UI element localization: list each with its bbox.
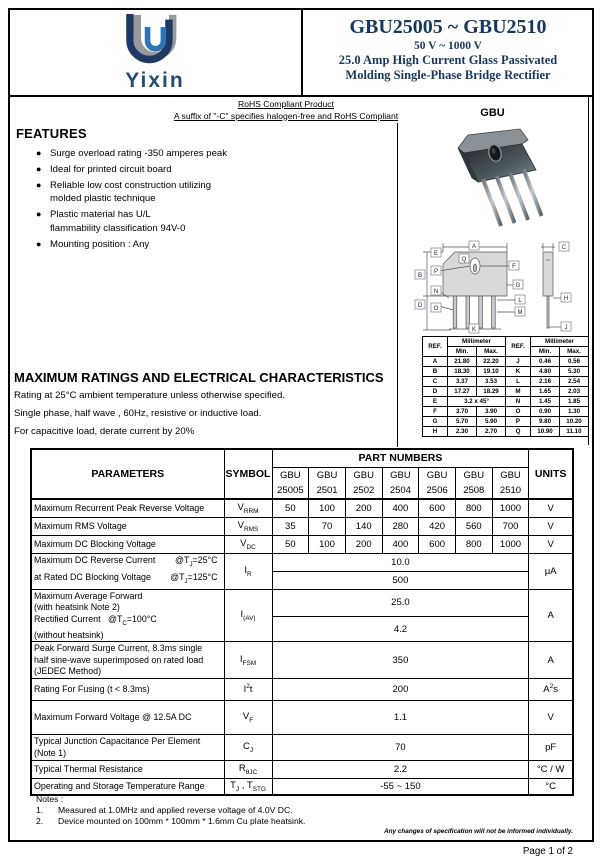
dim-ref: N <box>506 397 531 407</box>
value-cell: 200 <box>345 499 382 517</box>
table-row <box>31 589 573 616</box>
feature-item <box>36 208 376 236</box>
dim-label: F <box>512 264 516 270</box>
bullet-icon: ● <box>36 238 42 249</box>
part-number-column: GBU 2502 <box>345 467 382 499</box>
dim-label: Q <box>461 257 467 263</box>
dim-mm-header: Millimeter <box>448 337 506 347</box>
dim-label: G <box>515 283 521 289</box>
header-divider <box>301 8 303 95</box>
feature-text: molded plastic technique <box>50 193 156 205</box>
dim-value: 5.30 <box>560 367 589 377</box>
table-row <box>31 678 573 700</box>
value-cell: 4.2 <box>272 616 529 641</box>
value-cell: -55 ~ 150 <box>272 778 529 795</box>
dim-value: 19.10 <box>477 367 506 377</box>
table-row <box>31 535 573 553</box>
value-cell: 100 <box>309 535 346 553</box>
unit-cell: A <box>529 642 573 679</box>
dim-max-header: Max. <box>560 347 589 357</box>
dim-value: 0.46 <box>531 357 560 367</box>
feature-text: Reliable low cost construction utilizing <box>50 179 212 191</box>
dim-max-header: Max. <box>477 347 506 357</box>
package-photo <box>438 122 566 240</box>
dim-value: 17.27 <box>448 387 477 397</box>
dim-value: 22.20 <box>477 357 506 367</box>
symbol-cell: $V_{RRM}$ <box>224 499 272 517</box>
value-cell: 50 <box>272 499 309 517</box>
features-section <box>16 126 376 254</box>
unit-cell: pF <box>529 734 573 760</box>
dim-label: E <box>433 251 439 257</box>
unit-cell: °C <box>529 778 573 795</box>
value-cell: 50 <box>272 535 309 553</box>
unit-cell: V <box>529 700 573 734</box>
unit-cell: V <box>529 499 573 517</box>
part-number-column: GBU 25005 <box>272 467 309 499</box>
dim-value: 21.80 <box>448 357 477 367</box>
feature-text: flammability classification 94V-0 <box>50 222 186 234</box>
value-cell: 500 <box>272 571 529 589</box>
note-item: 2. Device mounted on 100mm * 100mm * 1.6mm Cu plate heatsink. <box>36 816 306 826</box>
description-line1: 25.0 Amp High Current Glass Passivated <box>338 53 558 67</box>
dim-min-header: Min. <box>531 347 560 357</box>
table-row <box>31 642 573 679</box>
dim-value: 1.85 <box>560 397 589 407</box>
table-row <box>31 760 573 778</box>
table-row <box>31 499 573 517</box>
feature-text: Plastic material has U/L <box>50 209 151 221</box>
dim-value: 3.70 <box>448 407 477 417</box>
dim-value: 3.37 <box>448 377 477 387</box>
dim-value: 1.30 <box>560 407 589 417</box>
dim-value: 4.80 <box>531 367 560 377</box>
dim-value: 18.29 <box>477 387 506 397</box>
dim-row <box>423 427 589 437</box>
dim-value: 3.53 <box>477 377 506 387</box>
part-number-column: GBU 2510 <box>492 467 529 499</box>
dim-ref-header: REF. <box>506 337 531 357</box>
description-line2: Molding Single-Phase Bridge Rectifier <box>345 68 551 82</box>
unit-cell: V <box>529 535 573 553</box>
unit-cell: A <box>529 589 573 642</box>
unit-cell: V <box>529 517 573 535</box>
value-cell: 350 <box>272 642 529 679</box>
dim-ref: P <box>506 417 531 427</box>
dim-value: 0.90 <box>531 407 560 417</box>
col-header-part-numbers: PART NUMBERS <box>272 449 529 467</box>
dim-value: 2.70 <box>477 427 506 437</box>
symbol-cell: $I_{(AV)}$ <box>224 589 272 642</box>
part-number-column: GBU 2501 <box>309 467 346 499</box>
dim-value: 3.2 x 45° <box>448 397 506 407</box>
part-number-column: GBU 2508 <box>455 467 492 499</box>
value-cell: 700 <box>492 517 529 535</box>
parameter-cell: Maximum Recurrent Peak Reverse Voltage <box>31 499 224 517</box>
symbol-cell: $C_J$ <box>224 734 272 760</box>
unit-cell: μA <box>529 553 573 589</box>
symbol-cell: $I_R$ <box>224 553 272 589</box>
dim-label: A <box>471 244 477 250</box>
dim-row <box>423 397 589 407</box>
symbol-cell: $V_{RMS}$ <box>224 517 272 535</box>
parameter-cell: Peak Forward Surge Current, 8.3ms single half sine-wave superimposed on rated load (JEDEC Method) <box>31 642 224 679</box>
dim-ref: M <box>506 387 531 397</box>
dim-ref: H <box>423 427 448 437</box>
ratings-table <box>30 448 574 796</box>
value-cell: 1000 <box>492 499 529 517</box>
dim-ref: B <box>423 367 448 377</box>
dim-value: 5.90 <box>477 417 506 427</box>
features-heading: FEATURES <box>16 126 87 141</box>
bullet-icon: ● <box>36 163 42 174</box>
value-cell: 35 <box>272 517 309 535</box>
bullet-icon: ● <box>36 179 42 190</box>
dim-row <box>423 367 589 377</box>
dim-value: 1.65 <box>531 387 560 397</box>
dim-label: L <box>518 298 522 304</box>
dim-ref: D <box>423 387 448 397</box>
unit-cell: $A^2s$ <box>529 678 573 700</box>
dim-ref: F <box>423 407 448 417</box>
dim-ref: K <box>506 367 531 377</box>
value-cell: 1000 <box>492 535 529 553</box>
ratings-heading: MAXIMUM RATINGS AND ELECTRICAL CHARACTERISTICS <box>14 370 384 385</box>
symbol-cell: $R_{\theta JC}$ <box>224 760 272 778</box>
dim-label: M <box>517 310 523 316</box>
parameter-cell: Typical Thermal Resistance <box>31 760 224 778</box>
value-cell: 25.0 <box>272 589 529 616</box>
dim-row <box>423 417 589 427</box>
table-row <box>31 778 573 795</box>
table-row <box>31 700 573 734</box>
value-cell: 2.2 <box>272 760 529 778</box>
part-number-column: GBU 2504 <box>382 467 419 499</box>
value-cell: 70 <box>272 734 529 760</box>
dim-label: N <box>433 289 439 295</box>
dim-min-header: Min. <box>448 347 477 357</box>
value-cell: 200 <box>272 678 529 700</box>
value-cell: 280 <box>382 517 419 535</box>
value-cell: 800 <box>455 499 492 517</box>
symbol-cell: $T_J$ , $T_{STG}$ <box>224 778 272 795</box>
dim-value: 2.54 <box>560 377 589 387</box>
dim-label: P <box>433 269 439 275</box>
symbol-cell: $V_F$ <box>224 700 272 734</box>
dim-value: 1.45 <box>531 397 560 407</box>
feature-item <box>36 163 376 177</box>
value-cell: 420 <box>419 517 456 535</box>
dim-value: 2.03 <box>560 387 589 397</box>
dim-ref: C <box>423 377 448 387</box>
table-row <box>31 734 573 760</box>
part-number-title: GBU25005 ~ GBU2510 <box>349 16 547 38</box>
parameter-cell: Maximum DC Reverse Current $@T_J=25^\circ C$ at Rated DC Blocking Voltage $@T_J=125^\circ C$ <box>31 553 224 589</box>
dim-label: K <box>471 327 477 333</box>
value-cell: 100 <box>309 499 346 517</box>
value-cell: 10.0 <box>272 553 529 571</box>
col-header-units: UNITS <box>529 449 573 499</box>
table-row <box>31 553 573 571</box>
dimension-table <box>422 336 589 437</box>
feature-item <box>36 179 376 207</box>
notes-heading: Notes : <box>36 794 64 804</box>
company-logo <box>80 14 230 94</box>
feature-item <box>36 147 376 161</box>
value-cell: 70 <box>309 517 346 535</box>
dim-label: O <box>433 306 439 312</box>
dim-value: 2.30 <box>448 427 477 437</box>
symbol-cell: $I_{FSM}$ <box>224 642 272 679</box>
symbol-cell: $I^2t$ <box>224 678 272 700</box>
parameter-cell: Maximum Forward Voltage @ 12.5A DC <box>31 700 224 734</box>
value-cell: 400 <box>382 499 419 517</box>
disclaimer-note: Any changes of specification will not be informed individually. <box>383 828 573 835</box>
parameter-cell: Maximum Average Forward (with heatsink Note 2) Rectified Current $@T_C=100^\circ C$ (without heatsink) <box>31 589 224 642</box>
dim-label: B <box>417 273 423 279</box>
table-row <box>31 517 573 535</box>
dim-ref: G <box>423 417 448 427</box>
dim-ref: Q <box>506 427 531 437</box>
dim-ref: O <box>506 407 531 417</box>
header-bottom-line <box>8 95 592 97</box>
parameter-cell: Maximum RMS Voltage <box>31 517 224 535</box>
dim-row <box>423 377 589 387</box>
feature-text: Ideal for printed circuit board <box>50 163 172 175</box>
feature-item <box>36 238 376 252</box>
value-cell: 400 <box>382 535 419 553</box>
package-outline-drawing <box>403 240 588 334</box>
rating-condition: For capacitive load, derate current by 20% <box>14 426 195 437</box>
rohs-line2: A suffix of "-C" specifies halogen-free and RoHS Compliant <box>173 110 399 121</box>
dim-value: 5.70 <box>448 417 477 427</box>
dim-ref: L <box>506 377 531 387</box>
rating-condition: Rating at 25°C ambient temperature unless otherwise specified. <box>14 390 286 401</box>
unit-cell: °C / W <box>529 760 573 778</box>
dim-ref-header: REF. <box>423 337 448 357</box>
dim-label: D <box>417 303 423 309</box>
title-block <box>305 16 591 83</box>
parameter-cell: Operating and Storage Temperature Range <box>31 778 224 795</box>
dim-ref: A <box>423 357 448 367</box>
notes-section <box>36 794 476 827</box>
dim-row <box>423 387 589 397</box>
value-cell: 600 <box>419 499 456 517</box>
package-name: GBU <box>480 107 505 119</box>
dim-label: J <box>564 325 568 331</box>
dim-row <box>423 407 589 417</box>
dim-value: 10.20 <box>560 417 589 427</box>
dim-label: H <box>563 296 569 302</box>
logo-u-icon <box>116 14 194 66</box>
note-item: 1. Measured at 1.0MHz and applied reverse voltage of 4.0V DC. <box>36 805 293 815</box>
value-cell: 560 <box>455 517 492 535</box>
value-cell: 200 <box>345 535 382 553</box>
dim-mm-header: Millimeter <box>531 337 589 347</box>
logo-text: Yixin <box>125 69 185 92</box>
dim-value: 18.30 <box>448 367 477 377</box>
bullet-icon: ● <box>36 209 42 220</box>
value-cell: 600 <box>419 535 456 553</box>
parameter-cell: Typical Junction Capacitance Per Element (Note 1) <box>31 734 224 760</box>
rating-condition: Single phase, half wave , 60Hz, resistive or inductive load. <box>14 408 262 419</box>
value-cell: 1.1 <box>272 700 529 734</box>
rohs-line1: RoHS Compliant Product <box>237 99 334 109</box>
dim-value: 10.90 <box>531 427 560 437</box>
dim-value: 3.90 <box>477 407 506 417</box>
value-cell: 800 <box>455 535 492 553</box>
voltage-range: 50 V ~ 1000 V <box>414 40 482 52</box>
dim-label: C <box>561 245 567 251</box>
parameter-cell: Maximum DC Blocking Voltage <box>31 535 224 553</box>
dim-ref: J <box>506 357 531 367</box>
symbol-cell: $V_{DC}$ <box>224 535 272 553</box>
dim-row <box>423 357 589 367</box>
feature-text: Surge overload rating -350 amperes peak <box>50 148 228 159</box>
col-header-parameters: PARAMETERS <box>31 449 224 499</box>
col-header-symbol: SYMBOL <box>224 449 272 499</box>
dim-ref: E <box>423 397 448 407</box>
page-number: Page 1 of 2 <box>522 846 573 857</box>
dim-value: 0.56 <box>560 357 589 367</box>
value-cell: 140 <box>345 517 382 535</box>
part-number-column: GBU 2506 <box>419 467 456 499</box>
dim-value: 9.80 <box>531 417 560 427</box>
dim-value: 2.16 <box>531 377 560 387</box>
dim-value: 11.10 <box>560 427 589 437</box>
parameter-cell: Rating For Fusing (t < 8.3ms) <box>31 678 224 700</box>
feature-text: Mounting position : Any <box>50 238 150 250</box>
bullet-icon: ● <box>36 148 42 158</box>
